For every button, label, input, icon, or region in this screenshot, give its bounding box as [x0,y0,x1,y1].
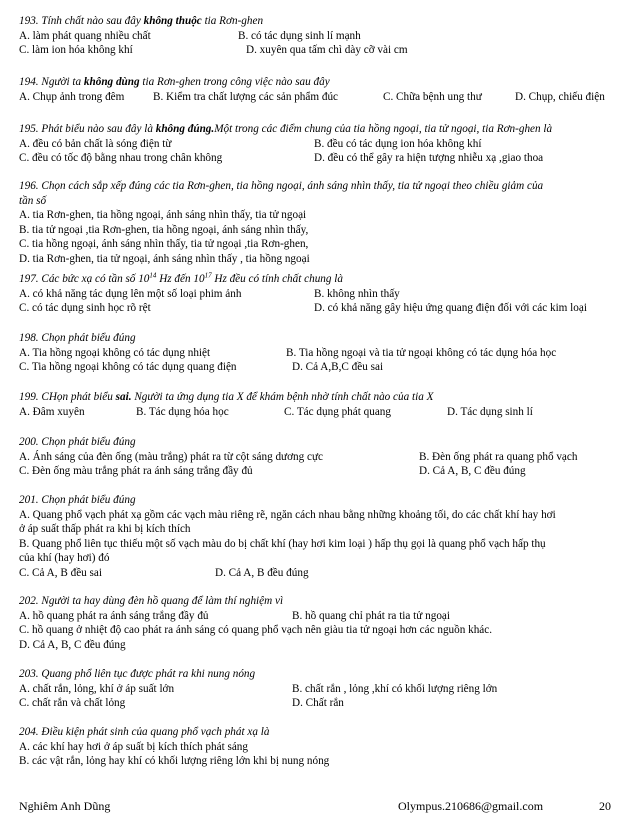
answer-a: A. Đâm xuyên [19,405,85,418]
answer-c: C. hồ quang ở nhiệt độ cao phát ra ánh sáng có quang phổ vạch nên giàu tia tử ngoại hơn các nguồn khác. [19,624,493,637]
footer-author: Nghiêm Anh Dũng [19,799,111,813]
question-title: 199. CHọn phát biểu sai. Người ta ứng dụng tia X để khám bệnh nhờ tính chất nào của tia X [19,391,434,403]
question-196 [19,179,623,267]
question-title: 203. Quang phổ liên tục được phát ra khi nung nóng [19,668,256,680]
question-title: 204. Điều kiện phát sinh của quang phổ vạch phát xạ là [19,726,270,738]
answer-d: D. có khả năng gây hiệu ứng quang điện đối với các kim loại [314,302,587,315]
question-title: 195. Phát biểu nào sau đây là không đúng.Một trong các điểm chung của tia hồng ngoại, tia tử ngoại, tia Rơn-ghen là [19,123,553,135]
answer-a: A. Chụp ảnh trong đêm [19,90,125,103]
answer-d: D. Cả A, B, C đều đúng [19,638,126,651]
answer-c: C. chất rắn và chất lỏng [19,697,126,710]
answer-row [19,405,623,420]
footer-email: Olympus.210686@gmail.com [398,799,544,813]
question-title-cont: tần số [19,194,47,207]
answer-c: C. Tia hồng ngoại không có tác dụng quang điện [19,361,237,374]
answer-row [19,360,623,375]
question-title: 193. Tính chất nào sau đây không thuộc tia Rơn-ghen [19,15,264,27]
answer-d: D. đều có thể gây ra hiện tượng nhiễu xạ ,giao thoa [314,152,544,165]
answer-b: B. Kiểm tra chất lượng các sản phẩm đúc [153,90,339,103]
answer-c: C. đều có tốc độ bằng nhau trong chân không [19,152,223,165]
answer-b: B. các vật rắn, lỏng hay khí có khối lượng riêng lớn khi bị nung nóng [19,755,330,768]
answer-a: A. các khí hay hơi ở áp suất bị kích thích phát sáng [19,740,248,753]
answer-b: B. tia tử ngoại ,tia Rơn-ghen, tia hồng ngoại, ánh sáng nhìn thấy, [19,223,309,236]
question-title: 200. Chọn phát biểu đúng [19,436,136,448]
answer-row [19,682,623,697]
question-195 [19,122,623,166]
question-title: 196. Chọn cách sắp xếp đúng các tia Rơn-ghen, tia hồng ngoại, ánh sáng nhìn thấy, tia tử ngoại theo chiều giảm của [19,180,544,192]
question-204 [19,725,623,769]
answer-b: B. Tia hồng ngoại và tia tử ngoại không có tác dụng hóa học [286,346,557,359]
question-202 [19,594,623,652]
question-194 [19,75,623,104]
answer-row [19,566,623,581]
answer-b: B. Tác dụng hóa học [136,405,229,418]
answer-row [19,301,623,316]
answer-a: A. đều có bản chất là sóng điện từ [19,137,172,150]
answer-a: A. chất rắn, lỏng, khí ở áp suất lớn [19,682,175,695]
answer-a: A. tia Rơn-ghen, tia hồng ngoại, ánh sáng nhìn thấy, tia tử ngoại [19,209,307,222]
question-198 [19,331,623,375]
answer-row [19,29,623,44]
answer-row [19,43,623,58]
emphasis: không đúng. [155,123,215,135]
answer-a: A. Quang phổ vạch phát xạ gồm các vạch màu riêng rẽ, ngăn cách nhau bằng những khoảng tối, do các chất khí hay hơi [19,508,556,521]
answer-c: C. có tác dụng sinh học rõ rệt [19,302,151,315]
exponent: 14 [149,271,157,280]
page-footer [0,798,638,816]
answer-a: A. hồ quang phát ra ánh sáng trắng đầy đủ [19,609,209,622]
question-197 [19,272,623,316]
question-title: 198. Chọn phát biểu đúng [19,332,136,344]
answer-d: D. Cả A, B đều đúng [215,566,309,579]
question-201 [19,493,623,581]
page-number: 20 [599,799,611,813]
answer-row [19,609,623,624]
answer-d: D. Chụp, chiếu điện [515,90,605,103]
question-title: 194. Người ta không dùng tia Rơn-ghen trong công việc nào sau đây [19,76,330,88]
question-title: 201. Chọn phát biểu đúng [19,494,136,506]
answer-d: D. Cả A, B, C đều đúng [419,465,526,478]
answer-d: D. xuyên qua tấm chì dày cỡ vài cm [246,44,408,57]
answer-b-cont: của khí (hay hơi) đó [19,552,110,565]
emphasis: không dùng [83,76,140,88]
answer-c: C. Cả A, B đều sai [19,566,102,579]
question-199 [19,390,623,419]
answer-b: B. có tác dụng sinh lí mạnh [238,29,361,42]
answer-c: C. Tác dụng phát quang [284,405,391,418]
answer-b: B. chất rắn , lỏng ,khí có khối lượng riêng lớn [292,682,498,695]
exponent: 17 [204,271,212,280]
answer-d: D. Cả A,B,C đều sai [292,361,384,374]
answer-d: D. tia Rơn-ghen, tia tử ngoại, ánh sáng nhìn thấy , tia hồng ngoại [19,252,310,265]
answer-c: C. tia hồng ngoại, ánh sáng nhìn thấy, tia tử ngoại ,tia Rơn-ghen, [19,238,309,251]
answer-b: B. đều có tác dụng ion hóa không khí [314,137,482,150]
answer-b: B. không nhìn thấy [314,287,400,300]
answer-c: C. Đèn ống màu trắng phát ra ánh sáng trắng đầy đủ [19,465,253,478]
answer-row [19,90,623,105]
answer-row [19,151,623,166]
question-200 [19,435,623,479]
answer-row [19,287,623,302]
question-193 [19,14,623,58]
answer-d: D. Chất rắn [292,697,344,710]
question-title: 202. Người ta hay dùng đèn hồ quang để làm thí nghiệm vì [19,595,284,607]
answer-row [19,346,623,361]
answer-a-cont: ở áp suất thấp phát ra khi bị kích thích [19,523,191,536]
answer-a: A. Tia hồng ngoại không có tác dụng nhiệt [19,346,211,359]
answer-b: B. Đèn ống phát ra quang phổ vạch [419,450,578,463]
question-title: 197. Các bức xạ có tần số $10^{14}$ Hz đến $10^{17}$ Hz đều có tính chất chung là [19,271,343,285]
answer-a: A. có khả năng tác dụng lên một số loại phim ảnh [19,287,242,300]
answer-c: C. Chữa bệnh ung thư [383,90,482,103]
answer-row [19,450,623,465]
emphasis: không thuộc [143,15,202,27]
answer-a: A. làm phát quang nhiều chất [19,29,151,42]
answer-row [19,137,623,152]
answer-b: B. hồ quang chỉ phát ra tia tử ngoại [292,609,450,622]
answer-c: C. làm ion hóa không khí [19,44,133,57]
answer-d: D. Tác dụng sinh lí [447,405,533,418]
answer-a: A. Ánh sáng của đèn ống (màu trắng) phát ra từ cột sáng dương cực [19,450,324,463]
answer-b: B. Quang phổ liên tục thiếu một số vạch màu do bị chất khí (hay hơi kim loại ) hấp thụ gọi là quang phổ vạch hấp thụ [19,537,546,550]
answer-row [19,696,623,711]
answer-row [19,464,623,479]
question-203 [19,667,623,711]
emphasis: sai. [115,391,132,403]
